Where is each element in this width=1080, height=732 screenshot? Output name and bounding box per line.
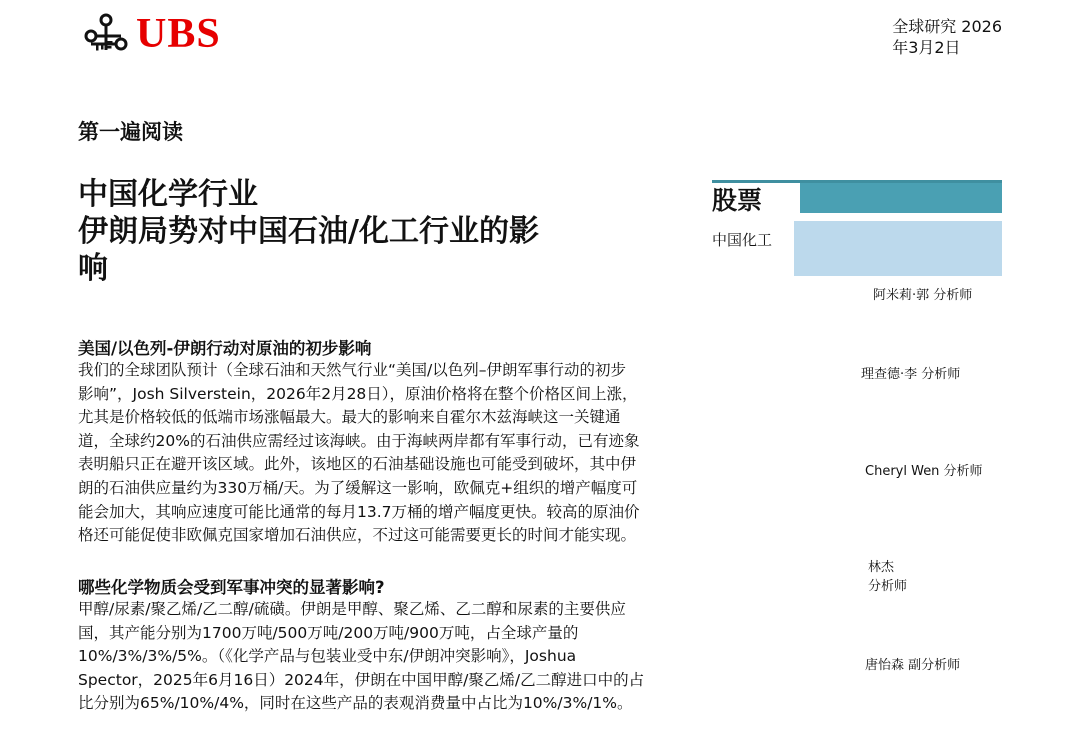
body-line: 格还可能促使非欧佩克国家增加石油供应，不过这可能需要更长的时间才能实现。 (78, 526, 637, 545)
body-line: 影响”，Josh Silverstein，2026年2月28日），原油价格将在整个价格区间上涨， (78, 384, 638, 403)
report-title (78, 176, 638, 287)
body-line: 表明船只正在避开该区域。此外，该地区的石油基础设施也可能受到破坏，其中伊 (78, 455, 637, 474)
body-line: 道，全球约20%的石油供应需经过该海峡。由于海峡两岸都有军事行动，已有迹象 (78, 431, 640, 450)
body-line: 国，其产能分别为1700万吨/500万吨/200万吨/900万吨，占全球产量的 (78, 623, 579, 642)
analyst-title: 分析师 (868, 579, 908, 594)
sector-subtitle: 中国化工 (712, 231, 773, 249)
analyst-name: 唐怡森 副分析师 (865, 658, 961, 673)
analyst-name: 阿米莉·郭 分析师 (873, 288, 973, 303)
body-line: 能会加大，其响应速度可能比通常的每月13.7万桶的增产幅度更快。较高的原油价 (78, 502, 640, 521)
body-line: 10%/3%/3%/5%。（《化学产品与包装业受中东/伊朗冲突影响》，Joshua (78, 647, 577, 666)
three-keys-icon (82, 10, 130, 58)
analyst-name: 林杰 (868, 560, 895, 575)
report-date: 年3月2日 (892, 38, 961, 57)
sector-box (712, 180, 1002, 276)
section-body (78, 359, 693, 548)
body-line: Spector，2025年6月16日）2024年，伊朗在中国甲醇/聚乙烯/乙二醇进口中的占 (78, 670, 645, 689)
ubs-logo (82, 10, 227, 58)
sector-teal-bar (800, 183, 1002, 213)
section-heading: 美国/以色列-伊朗行动对原油的初步影响 (78, 339, 372, 358)
sector-title: 股票 (712, 186, 763, 215)
brand-wordmark: UBS (136, 11, 221, 57)
report-dateline (892, 16, 1002, 58)
body-line: 我们的全球团队预计（全球石油和天然气行业“美国/以色列–伊朗军事行动的初步 (78, 361, 627, 379)
body-line: 尤其是价格较低的低端市场涨幅最大。最大的影响来自霍尔木兹海峡这一关键通 (78, 408, 621, 427)
title-line: 伊朗局势对中国石油/化工行业的影 (78, 214, 539, 249)
report-series: 全球研究 2026 (892, 17, 1002, 36)
body-line: 甲醇/尿素/聚乙烯/乙二醇/硫磺。伊朗是甲醇、聚乙烯、乙二醇和尿素的主要供应 (78, 600, 626, 618)
section-heading: 哪些化学物质会受到军事冲突的显著影响? (78, 578, 385, 597)
section-body (78, 598, 693, 716)
analyst-name: Cheryl Wen 分析师 (865, 464, 983, 479)
body-line: 比分别为65%/10%/4%，同时在这些产品的表观消费量中占比为10%/3%/1%。 (78, 694, 633, 713)
title-line: 中国化学行业 (78, 177, 258, 212)
sector-light-bar (794, 221, 1002, 276)
analyst-name: 理查德·李 分析师 (861, 367, 961, 382)
title-line: 响 (78, 251, 108, 286)
kicker-label: 第一遍阅读 (78, 120, 183, 144)
body-line: 朗的石油供应量约为330万桶/天。为了缓解这一影响，欧佩克+组织的增产幅度可 (78, 478, 638, 497)
